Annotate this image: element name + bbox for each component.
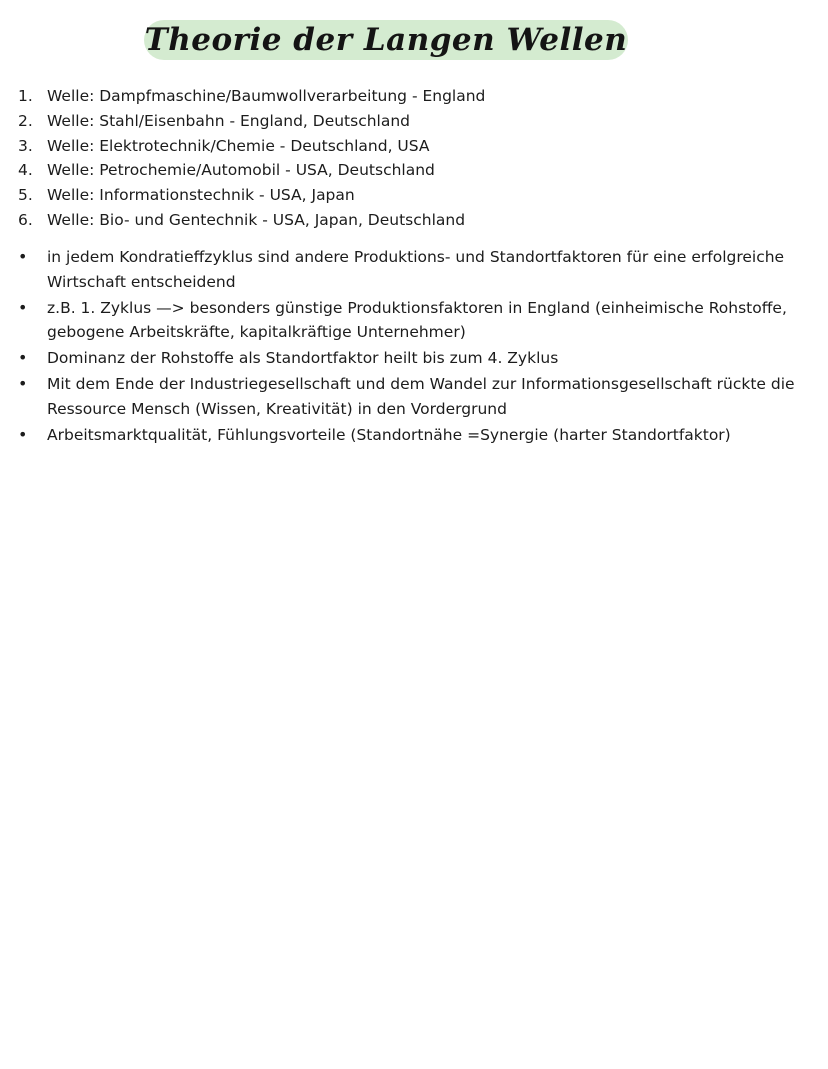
- wave-number: 3.: [18, 136, 33, 155]
- wave-text: Welle: Informationstechnik - USA, Japan: [47, 186, 355, 205]
- bullet-icon: •: [18, 247, 28, 266]
- wave-text: Welle: Stahl/Eisenbahn - England, Deutschland: [47, 111, 411, 130]
- note-text: in jedem Kondratieffzyklus sind andere Produktions- und Standortfaktoren für eine erfolgreiche Wirtschaft entscheidend: [47, 248, 785, 291]
- bullet-icon: •: [18, 424, 28, 444]
- wave-text: Welle: Bio- und Gentechnik - USA, Japan, Deutschland: [47, 210, 466, 229]
- waves-list: [0, 84, 780, 233]
- note-item: [0, 372, 810, 422]
- note-text: Mit dem Ende der Industriegesellschaft und dem Wandel zur Informationsgesellschaft rückte die Ressource Mensch (Wissen, Kreativität) in den Vordergrund: [47, 374, 795, 418]
- note-item: [0, 296, 810, 346]
- page-title: Theorie der Langen Wellen: [144, 22, 628, 58]
- note-item: [0, 346, 810, 371]
- wave-item: [0, 109, 780, 134]
- wave-number: 6.: [18, 210, 33, 229]
- wave-number: 4.: [18, 161, 33, 180]
- wave-item: [0, 158, 780, 183]
- note-text: Dominanz der Rohstoffe als Standortfaktor heilt bis zum 4. Zyklus: [47, 349, 559, 368]
- wave-item: [0, 208, 780, 233]
- wave-item: [0, 183, 780, 208]
- wave-number: 2.: [18, 111, 33, 130]
- note-item: [0, 423, 810, 448]
- bullet-icon: •: [18, 348, 28, 368]
- title-block: [144, 18, 628, 62]
- wave-text: Welle: Elektrotechnik/Chemie - Deutschland, USA: [47, 136, 430, 155]
- note-item: [0, 245, 810, 295]
- wave-item: [0, 134, 780, 159]
- wave-text: Welle: Petrochemie/Automobil - USA, Deutschland: [47, 161, 435, 180]
- bullet-icon: •: [18, 373, 28, 393]
- wave-item: [0, 84, 780, 109]
- wave-number: 1.: [18, 87, 33, 105]
- wave-text: Welle: Dampfmaschine/Baumwollverarbeitung - England: [47, 87, 486, 105]
- note-text: z.B. 1. Zyklus —> besonders günstige Produktionsfaktoren in England (einheimische Rohstoffe, gebogene Arbeitskräfte, kapitalkräftige Unternehmer): [47, 298, 787, 342]
- notes-list: [0, 245, 810, 448]
- note-text: Arbeitsmarktqualität, Fühlungsvorteile (Standortnähe =Synergie (harter Standortfaktor): [47, 425, 731, 444]
- bullet-icon: •: [18, 297, 28, 317]
- wave-number: 5.: [18, 186, 33, 205]
